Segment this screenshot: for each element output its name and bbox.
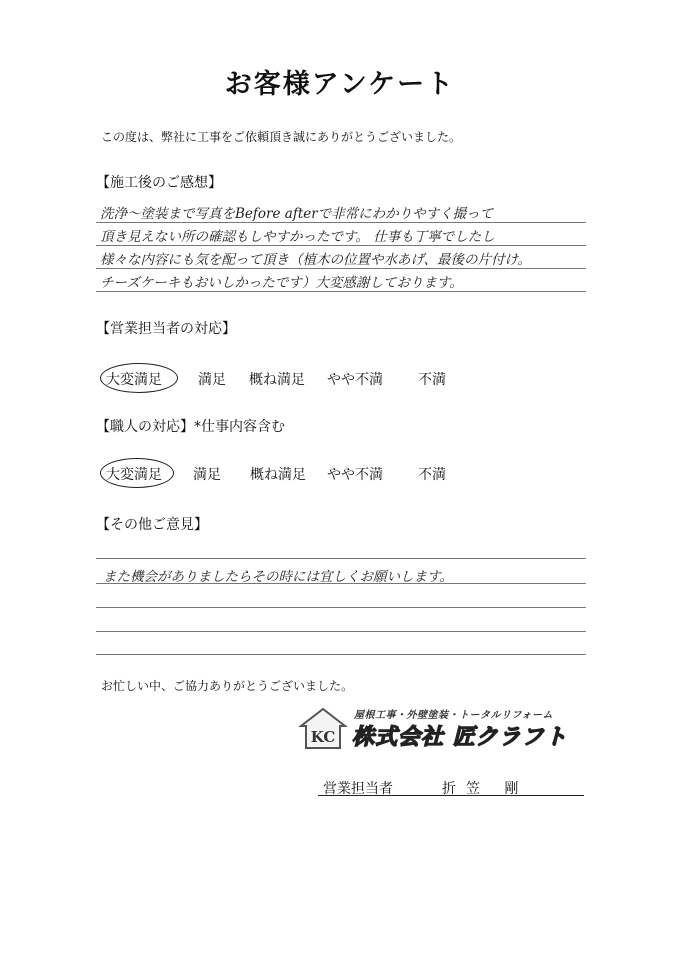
ruled-line bbox=[96, 268, 586, 269]
option-very-satisfied[interactable]: 大変満足 bbox=[106, 372, 162, 388]
option-somewhat-dissatisfied[interactable]: やや不満 bbox=[327, 372, 383, 388]
sales-rep-name: 折笠 剛 bbox=[442, 781, 529, 797]
option-very-satisfied[interactable]: 大変満足 bbox=[106, 467, 162, 483]
handwritten-line-3: 様々な内容にも気を配って頂き（植木の位置や水あげ、最後の片付け。 bbox=[100, 252, 531, 268]
section-heading-other-comments: 【その他ご意見】 bbox=[96, 517, 208, 533]
option-dissatisfied[interactable]: 不満 bbox=[418, 467, 446, 483]
section-heading-sales-rep: 【営業担当者の対応】 bbox=[96, 321, 236, 337]
intro-text: この度は、弊社に工事をご依頼頂き誠にありがとうございました。 bbox=[101, 130, 462, 144]
logo-company-name: 株式会社 匠クラフト bbox=[352, 725, 568, 750]
section-heading-craftsman: 【職人の対応】*仕事内容含む bbox=[96, 419, 285, 435]
ruled-line bbox=[96, 558, 586, 559]
ruled-line bbox=[96, 631, 586, 632]
section-heading-impressions: 【施工後のご感想】 bbox=[96, 175, 222, 191]
handwritten-comment: また機会がありましたらその時には宜しくお願いします。 bbox=[103, 569, 453, 585]
signature-underline bbox=[318, 795, 584, 796]
option-dissatisfied[interactable]: 不満 bbox=[418, 372, 446, 388]
handwritten-line-1: 洗浄～塗装まで写真をBefore afterで非常にわかりやすく撮って bbox=[100, 206, 494, 222]
closing-text: お忙しい中、ご協力ありがとうございました。 bbox=[101, 679, 354, 693]
sales-rep-label: 営業担当者 bbox=[323, 781, 393, 797]
option-somewhat-dissatisfied[interactable]: やや不満 bbox=[327, 467, 383, 483]
page-title: お客様アンケート bbox=[224, 69, 456, 100]
ruled-line bbox=[96, 245, 586, 246]
option-satisfied[interactable]: 満足 bbox=[193, 467, 221, 483]
option-mostly-satisfied[interactable]: 概ね満足 bbox=[250, 467, 306, 483]
handwritten-line-2: 頂き見えない所の確認もしやすかったです。 仕事も丁寧でしたし bbox=[100, 229, 495, 245]
option-mostly-satisfied[interactable]: 概ね満足 bbox=[249, 372, 305, 388]
company-logo bbox=[298, 704, 578, 752]
ruled-line bbox=[96, 654, 586, 655]
handwritten-line-4: チーズケーキもおいしかったです）大変感謝しております。 bbox=[100, 275, 463, 291]
svg-text:KC: KC bbox=[310, 728, 336, 746]
ruled-line bbox=[96, 291, 586, 292]
logo-tagline: 屋根工事・外壁塗装・トータルリフォーム bbox=[354, 710, 553, 721]
option-satisfied[interactable]: 満足 bbox=[198, 372, 226, 388]
ruled-line bbox=[96, 607, 586, 608]
ruled-line bbox=[96, 222, 586, 223]
house-logo-icon bbox=[298, 706, 348, 750]
